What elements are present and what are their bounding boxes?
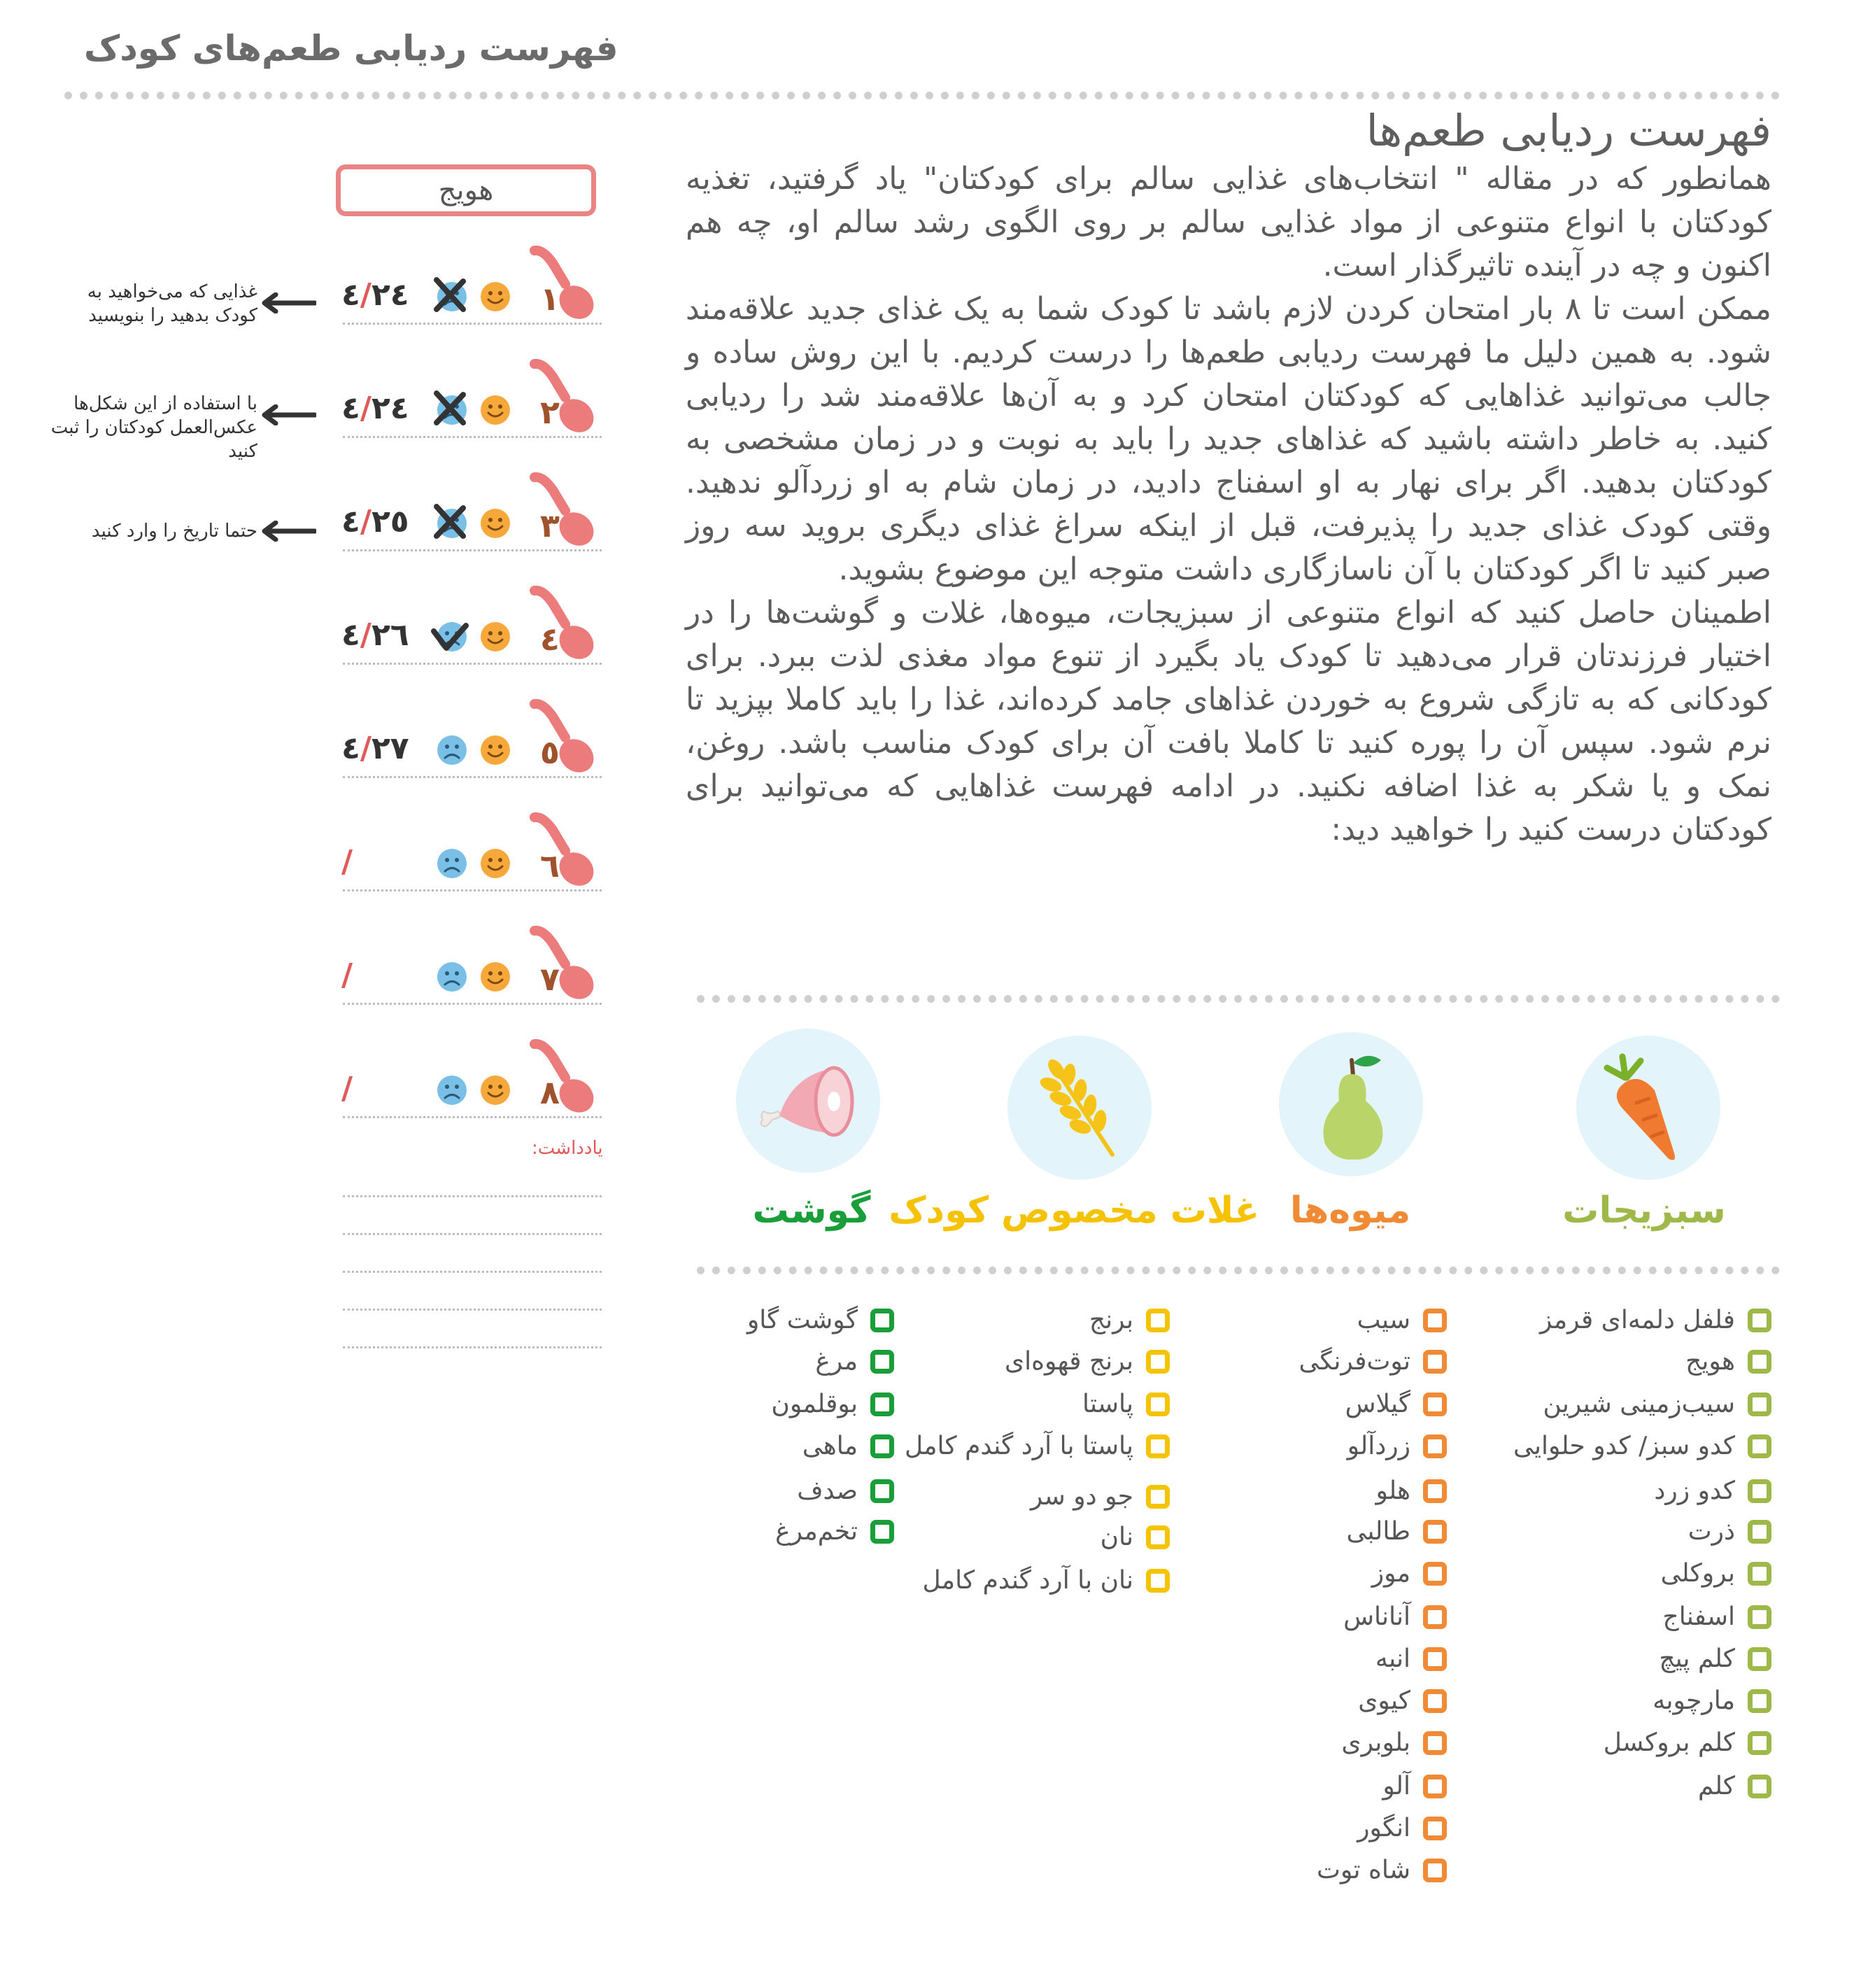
checkbox[interactable] [1423,1479,1447,1503]
checklist-item[interactable] [1698,1772,1771,1800]
happy-face-icon[interactable] [480,1075,511,1106]
checklist-item[interactable] [923,1566,1170,1595]
happy-face-icon[interactable] [480,621,511,652]
row-divider [343,889,602,891]
checklist-item[interactable] [747,1306,894,1334]
checkbox[interactable] [870,1434,894,1458]
checkbox[interactable] [1748,1562,1771,1586]
category-vegetables [1576,1036,1720,1180]
date-separator: / [360,504,371,540]
article-paragraph: ممکن است تا ۸ بار امتحان کردن لازم باشد تا کودک شما به یک غذای جدید علاقه‌مند شود. به همین دلیل ما فهرست ردیابی طعم‌ها را درست کردیم. با این روش ساده و جالب می‌توانید غذاهایی که کودکتان امتحان کرد و به آن‌ها علاقه‌مند شد را ردیابی کنید. به خاطر داشته باشید که غذاهای جدید را باید به نوبت و در زمان مشخصی به کودکتان بدهید. اگر برای نهار به او اسفناج دادید، در زمان شام به او زردآلو ندهید. وقتی کودک غذای جدید را پذیرفت، قبل از اینکه سراغ غذای دیگری بروید سه روز صبر کنید تا اگر کودکتان با آن ناسازگاری داشت متوجه این موضوع بشوید. [686,291,1771,587]
checkbox[interactable] [1146,1434,1170,1458]
attempt-date[interactable] [341,277,409,313]
row-divider [343,323,602,325]
checklist-item-label: توت‌فرنگی [1298,1347,1410,1376]
attempt-date[interactable] [341,390,409,426]
checklist-item-label: هلو [1375,1476,1410,1505]
category-label-fruits: میوه‌ها [1289,1190,1411,1232]
checkbox[interactable] [1146,1393,1170,1416]
date-part: ٢٧ [371,731,409,766]
category-meats [736,1029,880,1173]
date-part: ٤ [341,390,360,426]
checklist-item[interactable] [1357,1814,1447,1842]
checkbox[interactable] [1423,1731,1447,1755]
happy-face-icon[interactable] [480,395,511,425]
checklist-item[interactable] [802,1432,894,1460]
note-line[interactable] [343,1309,602,1311]
tracker-row [336,698,602,775]
annotation-date: حتما تاریخ را وارد کنید [91,521,257,542]
checklist-item-label: برنج [1089,1306,1133,1334]
checklist-item[interactable] [1357,1306,1447,1334]
checklist-item-label: کلم بروکسل [1603,1728,1735,1757]
checklist-item[interactable] [1543,1390,1771,1418]
arrow-left-icon [260,521,316,542]
checklist-item[interactable] [1540,1306,1771,1334]
checkbox[interactable] [1748,1775,1771,1798]
checklist-item-label: صدف [797,1476,858,1505]
checklist-item[interactable] [815,1347,894,1376]
checklist-item[interactable] [1376,1476,1448,1505]
checkbox[interactable] [1748,1434,1771,1458]
tracker-row [336,812,602,889]
checklist-item-label: زردآلو [1347,1432,1410,1460]
checklist-item-label: برنج قهوه‌ای [1004,1347,1133,1376]
attempt-date[interactable] [341,504,409,540]
category-fruits [1279,1032,1423,1176]
row-divider [343,776,602,778]
checkbox[interactable] [1423,1434,1447,1458]
happy-face-icon[interactable] [480,848,511,879]
checkbox[interactable] [870,1350,894,1374]
checkbox[interactable] [1748,1393,1771,1416]
date-part: ٢٤ [371,390,409,426]
checklist-item[interactable] [1372,1559,1447,1588]
carrot-icon [1576,1036,1720,1180]
note-line[interactable] [343,1346,602,1348]
checkbox[interactable] [1748,1309,1771,1332]
note-label: یادداشت: [532,1138,603,1159]
pear-icon [1279,1032,1423,1176]
checkbox[interactable] [1423,1350,1447,1374]
checkbox[interactable] [1423,1859,1447,1882]
checklist-item[interactable] [1347,1432,1447,1460]
tracker-row [336,245,602,322]
checklist-item[interactable] [1382,1772,1447,1800]
checklist-item[interactable] [1653,1686,1771,1715]
checkbox[interactable] [1423,1689,1447,1713]
sad-face-icon[interactable] [437,848,467,879]
checklist-item-label: ماهی [802,1432,858,1460]
checklist-item-label: جو دو سر [1030,1482,1133,1511]
checklist-item[interactable] [1663,1602,1771,1631]
checklist-item-label: مرغ [815,1347,858,1376]
check-mark-icon [430,614,470,655]
checklist-item-label: سیب‌زمینی شیرین [1543,1390,1735,1418]
note-line[interactable] [343,1233,602,1235]
category-label-grains: غلات مخصوص کودک [889,1190,1259,1232]
checklist-item-label: پاستا [1082,1390,1133,1418]
article-paragraph: اطمینان حاصل کنید که انواع متنوعی از سبزیجات، میوه‌ها، غلات و گوشت‌ها را در اختیار فرزندتان قرار می‌دهید تا کودک یاد بگیرد از تنوع مواد مغذی لذت ببرد. برای کودکانی که به تازگی شروع به خوردن غذاهای جامد کرده‌اند، غذا را باید کاملا بپزید تا نرم شود. سپس آن را پوره کنید تا کاملا بافت آن برای کودک مناسب باشد. روغن، نمک و یا شکر به غذا اضافه نکنید. در ادامه فهرست غذاهایی که می‌توانید برای کودکتان درست کنید را خواهید دید: [686,595,1771,847]
checklist-item[interactable] [797,1476,894,1505]
tracker-row [336,472,602,549]
happy-face-icon[interactable] [480,961,511,992]
arrow-left-icon [260,404,316,425]
checklist-item-label: مارچوبه [1653,1686,1735,1715]
checkbox[interactable] [1423,1520,1447,1544]
checklist-item[interactable] [1513,1432,1771,1460]
attempt-date[interactable] [341,617,409,653]
date-separator: / [341,1071,353,1106]
checklist-item-label: کلم [1697,1772,1735,1800]
date-part: ٢٥ [371,504,409,540]
checklist-item-label: نان با آرد گندم کامل [922,1566,1133,1595]
date-part: ٤ [341,731,360,766]
checklist-item-label: فلفل دلمه‌ای قرمز [1540,1306,1735,1334]
checkbox[interactable] [1423,1647,1447,1671]
attempt-number: ۳ [539,507,560,544]
category-label-meats: گوشت [752,1190,871,1232]
checklist-item[interactable] [1661,1559,1771,1588]
checkbox[interactable] [1423,1562,1447,1586]
checklist-item[interactable] [1659,1644,1771,1673]
section-divider [697,995,1780,1003]
checklist-item-label: آناناس [1343,1602,1410,1631]
section-divider [697,1267,1780,1274]
checkbox[interactable] [1146,1350,1170,1374]
attempt-number: ۸ [539,1073,560,1111]
date-separator: / [341,957,353,993]
date-separator: / [360,277,371,313]
date-part: ٤ [341,277,360,313]
date-part: ٢٦ [371,617,409,653]
checklist-item[interactable] [1685,1347,1771,1376]
checklist-item[interactable] [1341,1728,1447,1757]
checklist-item-label: انبه [1375,1644,1410,1673]
checkbox[interactable] [1748,1647,1771,1671]
checkbox[interactable] [1146,1485,1170,1509]
checkbox[interactable] [1423,1817,1447,1840]
attempt-date[interactable] [341,731,409,766]
date-separator: / [360,617,371,653]
checklist-item-label: هویج [1685,1347,1735,1376]
checklist-item-label: نان [1100,1523,1133,1551]
checklist-item[interactable] [1345,1390,1447,1418]
checkbox[interactable] [1748,1479,1771,1503]
checklist-item[interactable] [1347,1517,1447,1546]
checkbox[interactable] [1146,1569,1170,1593]
attempt-number: ٦ [539,847,560,884]
checklist-item[interactable] [1317,1856,1447,1884]
checklist-item-label: گیلاس [1345,1390,1410,1418]
checkbox[interactable] [1423,1309,1447,1332]
article-title: فهرست ردیابی طعم‌ها [1366,105,1771,156]
row-divider [343,1116,602,1118]
header-divider [64,92,1780,99]
article-body [686,157,1771,852]
checkbox[interactable] [1146,1309,1170,1332]
checkbox[interactable] [1748,1350,1771,1374]
checklist-item[interactable] [1343,1602,1447,1631]
wheat-icon [1007,1036,1152,1180]
attempt-number: ۲ [539,393,560,431]
tracker-row [336,585,602,662]
date-part: ٤ [341,504,360,540]
meat-icon [736,1029,880,1173]
checkbox[interactable] [870,1393,894,1416]
checklist-item-label: موز [1371,1559,1410,1588]
checklist-item-label: تخم‌مرغ [775,1517,858,1546]
checkbox[interactable] [870,1309,894,1332]
checklist-item[interactable] [1688,1517,1771,1546]
sad-face-icon[interactable] [437,961,467,992]
checklist-item-label: بروکلی [1660,1559,1735,1588]
checkbox[interactable] [1146,1525,1170,1549]
attempt-number: ۷ [539,960,560,998]
checklist-item[interactable] [1358,1686,1447,1715]
attempt-number: ٤ [539,620,560,658]
category-label-vegetables: سبزیجات [1562,1190,1726,1232]
checklist-item-label: بوقلمون [771,1390,858,1418]
checklist-item-label: بلوبری [1341,1728,1410,1757]
date-part: ٤ [341,617,360,653]
checkbox[interactable] [1748,1605,1771,1629]
checklist-item-label: پاستا با آرد گندم کامل [904,1432,1133,1460]
date-separator: / [341,844,353,880]
checkbox[interactable] [1748,1689,1771,1713]
checklist-item[interactable] [905,1432,1170,1460]
tracker-row [336,358,602,435]
checklist-item-label: انگور [1357,1814,1410,1842]
checklist-item-label: شاه توت [1317,1856,1410,1884]
checkbox[interactable] [1748,1731,1771,1755]
attempt-number: ٥ [539,733,560,771]
row-divider [343,549,602,551]
page-title: فهرست ردیابی طعم‌های کودک [84,28,618,69]
checkbox[interactable] [1748,1520,1771,1544]
checklist-item-label: کیوی [1358,1686,1410,1715]
checkbox[interactable] [1423,1393,1447,1416]
checklist-item-label: گوشت گاو [746,1306,858,1334]
row-divider [343,436,602,438]
attempt-date[interactable] [341,1071,353,1106]
happy-face-icon[interactable] [480,281,511,312]
date-separator: / [360,390,371,426]
happy-face-icon[interactable] [480,508,511,539]
note-line[interactable] [343,1195,602,1197]
checklist-item-label: کدو سبز/ کدو حلوایی [1513,1432,1735,1460]
date-part: ٢٤ [371,277,409,313]
date-separator: / [360,731,371,766]
cross-mark-icon [430,388,470,428]
annotation-food: غذایی که می‌خواهید به کودک بدهید را بنویسید [87,281,257,326]
arrow-left-icon [260,292,316,313]
category-grains [1007,1036,1152,1180]
tracker-row [336,1038,602,1115]
row-divider [343,663,602,665]
checklist-item-label: کدو زرد [1654,1476,1735,1505]
attempt-date[interactable] [341,957,353,993]
article-paragraph: همانطور که در مقاله " انتخاب‌های غذایی سالم برای کودکتان" یاد گرفتید، تغذیه کودکتان با انواع متنوعی از مواد غذایی سالم بر روی الگوی رشد سالم او، چه هم اکنون و چه در آینده تاثیرگذار است. [686,161,1771,283]
checklist-item[interactable] [775,1517,894,1546]
cross-mark-icon [430,274,470,315]
checklist-item[interactable] [1031,1482,1170,1511]
checkbox[interactable] [1423,1605,1447,1629]
checklist-item[interactable] [771,1390,894,1418]
cross-mark-icon [430,501,470,542]
sad-face-icon[interactable] [437,735,467,766]
checklist-item-label: سیب [1357,1306,1410,1334]
checklist-item[interactable] [1604,1728,1771,1757]
checkbox[interactable] [870,1520,894,1544]
checklist-item-label: اسفناج [1662,1602,1735,1631]
attempt-number: ۱ [539,280,560,318]
note-line[interactable] [343,1271,602,1273]
sad-face-icon[interactable] [437,1075,467,1106]
attempt-date[interactable] [341,844,353,880]
checklist-item-label: طالبی [1346,1517,1410,1546]
checklist-item-label: کلم پیچ [1659,1644,1735,1673]
checklist-item[interactable] [1654,1476,1771,1505]
checklist-item[interactable] [1082,1390,1170,1418]
tracker-row [336,925,602,1002]
checklist-item[interactable] [1375,1644,1447,1673]
checklist-item[interactable] [1089,1306,1170,1334]
checklist-item[interactable] [1005,1347,1170,1376]
happy-face-icon[interactable] [480,735,511,766]
checkbox[interactable] [1423,1775,1447,1798]
checklist-item[interactable] [1299,1347,1448,1376]
checkbox[interactable] [870,1479,894,1503]
row-divider [343,1003,602,1005]
checklist-item[interactable] [1101,1523,1170,1551]
annotation-reaction: با استفاده از این شکل‌ها عکس‌العمل کودکتان را ثبت کنید [50,393,257,462]
checklist-item-label: آلو [1382,1772,1410,1800]
checklist-item-label: ذرت [1687,1517,1735,1546]
food-name-field[interactable]: هویج [336,164,596,216]
